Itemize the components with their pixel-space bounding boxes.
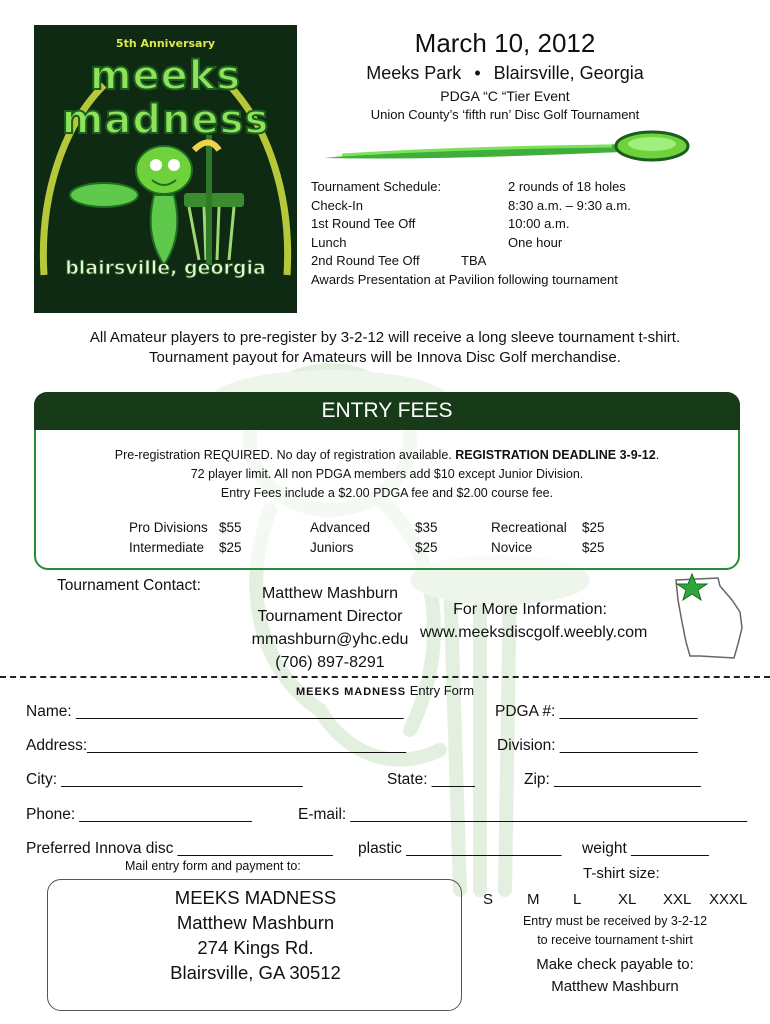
name-field[interactable]: Name: ______________________________________: [26, 703, 404, 720]
fees-line3: Entry Fees include a $2.00 PDGA fee and $2.00 course fee.: [220, 486, 554, 500]
meeks-madness-logo: [34, 25, 297, 313]
division-price: $25: [415, 540, 438, 555]
website-link[interactable]: www.meeksdiscgolf.weebly.com: [420, 624, 648, 641]
pdga-field[interactable]: PDGA #: ________________: [495, 703, 698, 720]
logo-word-madness: madness: [61, 97, 270, 143]
mail-line: Matthew Mashburn: [176, 912, 335, 933]
form-brand-title: MEEKS MADNESS: [295, 686, 407, 698]
payable-name: Matthew Mashburn: [551, 978, 679, 995]
mail-line: 274 Kings Rd.: [197, 937, 314, 958]
fees-line1-period: .: [655, 448, 660, 462]
division-name: Pro Divisions: [129, 520, 208, 535]
contact-label: Tournament Contact:: [57, 577, 201, 594]
contact-phone: (706) 897-8291: [275, 654, 385, 671]
mail-line: MEEKS MADNESS: [174, 887, 337, 908]
contact-email[interactable]: mmashburn@yhc.edu: [251, 631, 409, 648]
tshirt-size-options: [483, 891, 758, 911]
division-name: Intermediate: [129, 540, 205, 555]
receipt-note-line1: Entry must be received by 3-2-12: [522, 914, 708, 928]
mailing-address: [47, 885, 464, 985]
schedule-label: 1st Round Tee Off: [311, 216, 416, 231]
second-round-value: TBA: [461, 253, 487, 268]
more-info-label: For More Information:: [453, 601, 607, 618]
event-tagline: Union County’s ‘fifth run’ Disc Golf Tournament: [370, 107, 640, 122]
city-name: Blairsville, Georgia: [493, 63, 644, 83]
event-date: March 10, 2012: [414, 28, 596, 58]
announcement-line2: Tournament payout for Amateurs will be Innova Disc Golf merchandise.: [149, 349, 621, 366]
fees-line2: 72 player limit. All non PDGA members add $10 except Junior Division.: [190, 467, 584, 481]
schedule-label: Check-In: [311, 197, 364, 213]
georgia-state-map-icon: [670, 570, 750, 662]
registration-deadline: REGISTRATION DEADLINE 3-9-12: [455, 448, 656, 462]
city-field[interactable]: City: ____________________________: [26, 771, 303, 788]
address-field[interactable]: Address:_____________________________________: [26, 737, 407, 754]
green-swoosh-disc-graphic: [322, 128, 692, 168]
division-name: Advanced: [310, 520, 371, 535]
tshirt-label: T-shirt size:: [583, 865, 660, 882]
cut-line: [0, 676, 770, 678]
second-round-label: 2nd Round Tee Off: [311, 253, 420, 268]
weight-field[interactable]: weight _________: [582, 840, 709, 857]
plastic-field[interactable]: plastic __________________: [358, 840, 562, 857]
disc-field[interactable]: Preferred Innova disc __________________: [26, 840, 333, 857]
event-tier: PDGA “C “Tier Event: [440, 88, 570, 104]
division-price: $35: [415, 520, 438, 535]
schedule-value: 10:00 a.m.: [508, 216, 570, 231]
mail-label: Mail entry form and payment to:: [125, 859, 301, 873]
zip-field[interactable]: Zip: _________________: [524, 771, 701, 788]
form-title-text: Entry Form: [406, 683, 475, 698]
contact-role: Tournament Director: [257, 608, 403, 625]
size-option[interactable]: XXXL: [709, 891, 748, 908]
size-option[interactable]: XL: [618, 891, 637, 908]
payable-label: Make check payable to:: [536, 956, 694, 973]
division-price: $25: [582, 540, 605, 555]
division-price: $25: [582, 520, 605, 535]
state-field[interactable]: State: _____: [387, 771, 475, 788]
schedule-value: 2 rounds of 18 holes: [508, 179, 626, 194]
size-option[interactable]: L: [573, 891, 582, 908]
schedule-label: Lunch: [311, 234, 347, 250]
division-price: $55: [219, 520, 242, 535]
email-field[interactable]: E-mail: ______________________________________________: [298, 806, 748, 823]
contact-block: [240, 582, 420, 674]
division-name: Novice: [491, 540, 533, 555]
contact-name: Matthew Mashburn: [261, 585, 399, 602]
schedule-value: One hour: [508, 234, 563, 250]
entry-form-title: [200, 683, 570, 698]
phone-field[interactable]: Phone: ____________________: [26, 806, 252, 823]
division-name: Recreational: [491, 520, 567, 535]
mail-line: Blairsville, GA 30512: [170, 962, 341, 983]
bullet-separator: •: [474, 63, 481, 83]
size-option[interactable]: S: [483, 891, 494, 908]
receipt-note-line2: to receive tournament t-shirt: [537, 933, 693, 947]
logo-location-text: blairsville, georgia: [65, 257, 266, 279]
division-name: Juniors: [310, 540, 354, 555]
size-option[interactable]: M: [527, 891, 540, 908]
entry-fees-header: ENTRY FEES: [34, 392, 740, 430]
park-name: Meeks Park: [366, 63, 462, 83]
division-price: $25: [219, 540, 242, 555]
event-location: [300, 63, 710, 84]
schedule-value: 8:30 a.m. – 9:30 a.m.: [508, 197, 631, 213]
logo-word-meeks: meeks: [89, 53, 242, 99]
announcement-line1: All Amateur players to pre-register by 3-2-12 will receive a long sleeve tournament t-shirt.: [89, 329, 681, 346]
awards-line: Awards Presentation at Pavilion following tournament: [311, 272, 618, 287]
schedule-label: Tournament Schedule:: [311, 179, 442, 194]
fees-line1: [34, 446, 740, 465]
logo-anniversary-text: 5th Anniversary: [115, 37, 216, 50]
fees-line1-text: Pre-registration REQUIRED. No day of registration available.: [114, 448, 456, 462]
division-field[interactable]: Division: ________________: [497, 737, 698, 754]
size-option[interactable]: XXL: [663, 891, 692, 908]
